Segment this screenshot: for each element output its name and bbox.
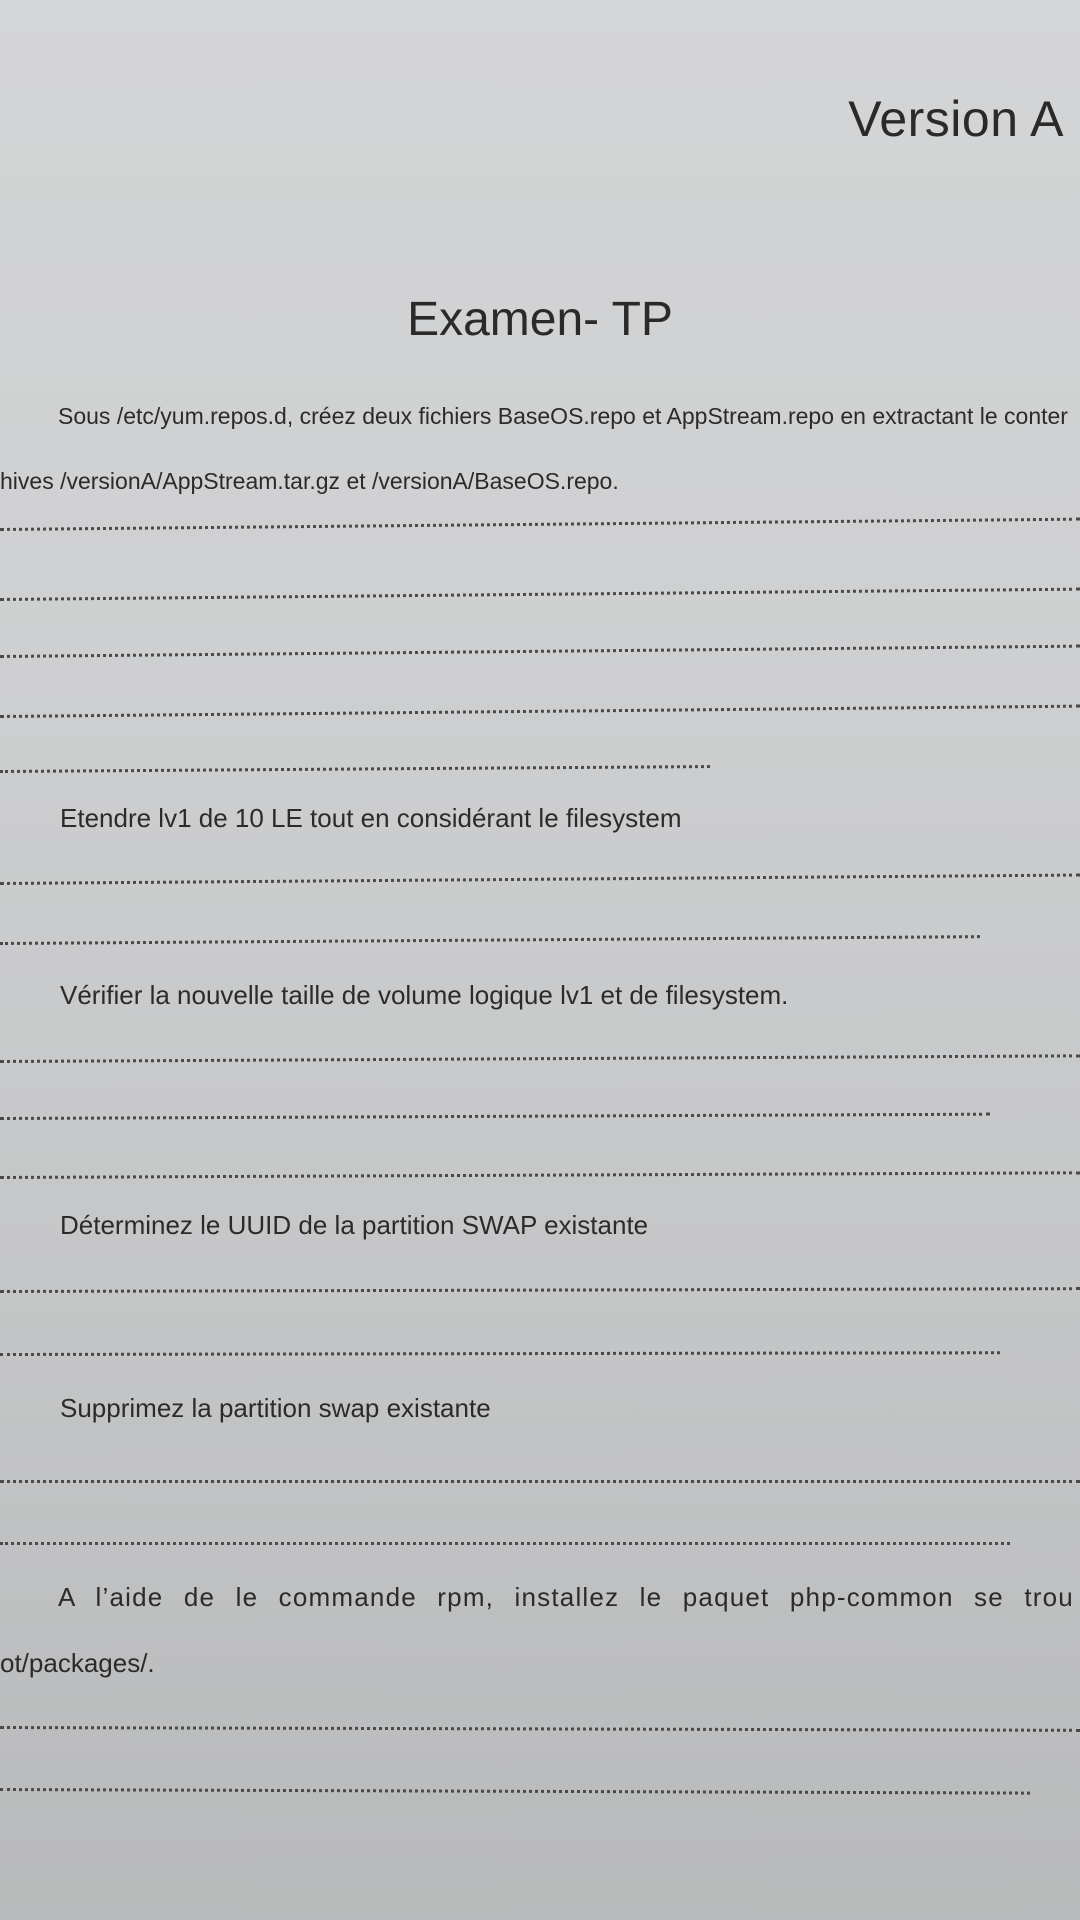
question-6-line-1: A l’aide de le commande rpm, installez le paquet php-common se trou: [58, 1582, 1074, 1612]
answer-line: [0, 1054, 1080, 1063]
answer-line: [0, 705, 1080, 718]
answer-line: [0, 645, 1080, 658]
answer-line: [0, 765, 710, 773]
answer-line: [0, 1542, 1010, 1545]
answer-line: [0, 588, 1080, 601]
answer-line: [0, 874, 1080, 885]
question-6-line-2: ot/packages/.: [0, 1648, 155, 1678]
answer-line: [0, 1480, 1080, 1483]
answer-line: [0, 1788, 1030, 1795]
question-4: Déterminez le UUID de la partition SWAP existante: [60, 1210, 649, 1240]
answer-line: [0, 1287, 1080, 1293]
question-1-line-2: hives /versionA/AppStream.tar.gz et /versionA/BaseOS.repo.: [0, 468, 619, 494]
answer-line: [0, 518, 1080, 531]
answer-line: [0, 1171, 1080, 1179]
answer-line: [0, 1726, 1080, 1732]
question-2: Etendre lv1 de 10 LE tout en considérant le filesystem: [60, 803, 682, 833]
question-1-line-1: Sous /etc/yum.repos.d, créez deux fichiers BaseOS.repo et AppStream.repo en extractant le conter: [58, 403, 1068, 429]
question-5: Supprimez la partition swap existante: [60, 1393, 491, 1423]
answer-line: [0, 935, 980, 945]
answer-line: [0, 1113, 990, 1120]
page-title: Examen- TP: [407, 293, 673, 346]
question-3: Vérifier la nouvelle taille de volume logique lv1 et de filesystem.: [60, 980, 789, 1010]
answer-line: [0, 1351, 1000, 1356]
version-label: Version A: [848, 91, 1064, 147]
